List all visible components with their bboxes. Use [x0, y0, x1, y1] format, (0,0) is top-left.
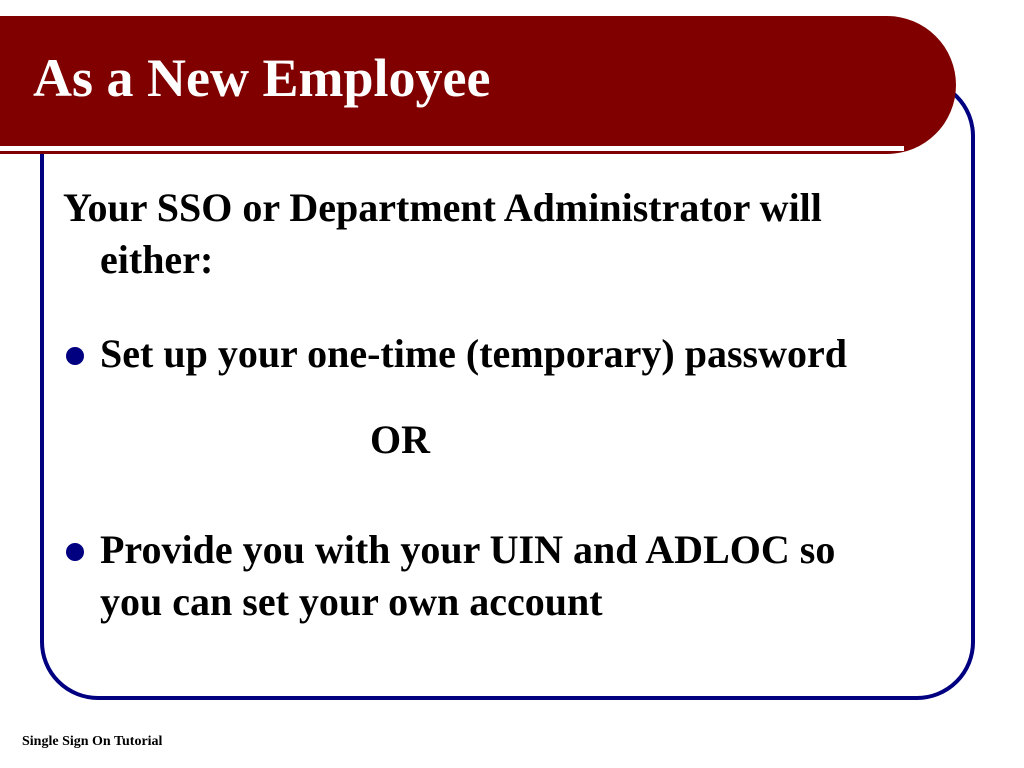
bullet-item	[63, 328, 953, 380]
intro-line-2: either:	[100, 237, 214, 282]
bullet-text-line-1: Provide you with your UIN and ADLOC so	[100, 527, 836, 572]
title-underline	[0, 146, 904, 151]
footer-label: Single Sign On Tutorial	[22, 734, 163, 749]
bullet-text: Set up your one-time (temporary) password	[100, 331, 847, 376]
intro-text	[63, 182, 953, 286]
bullet-item	[63, 524, 953, 628]
intro-line-1: Your SSO or Department Administrator will	[63, 185, 822, 230]
bullet-text-line-2: you can set your own account	[100, 579, 603, 624]
slide-title: As a New Employee	[33, 48, 491, 108]
bullet-dot-icon	[66, 543, 84, 561]
or-separator: OR	[370, 417, 430, 462]
bullet-dot-icon	[66, 347, 84, 365]
